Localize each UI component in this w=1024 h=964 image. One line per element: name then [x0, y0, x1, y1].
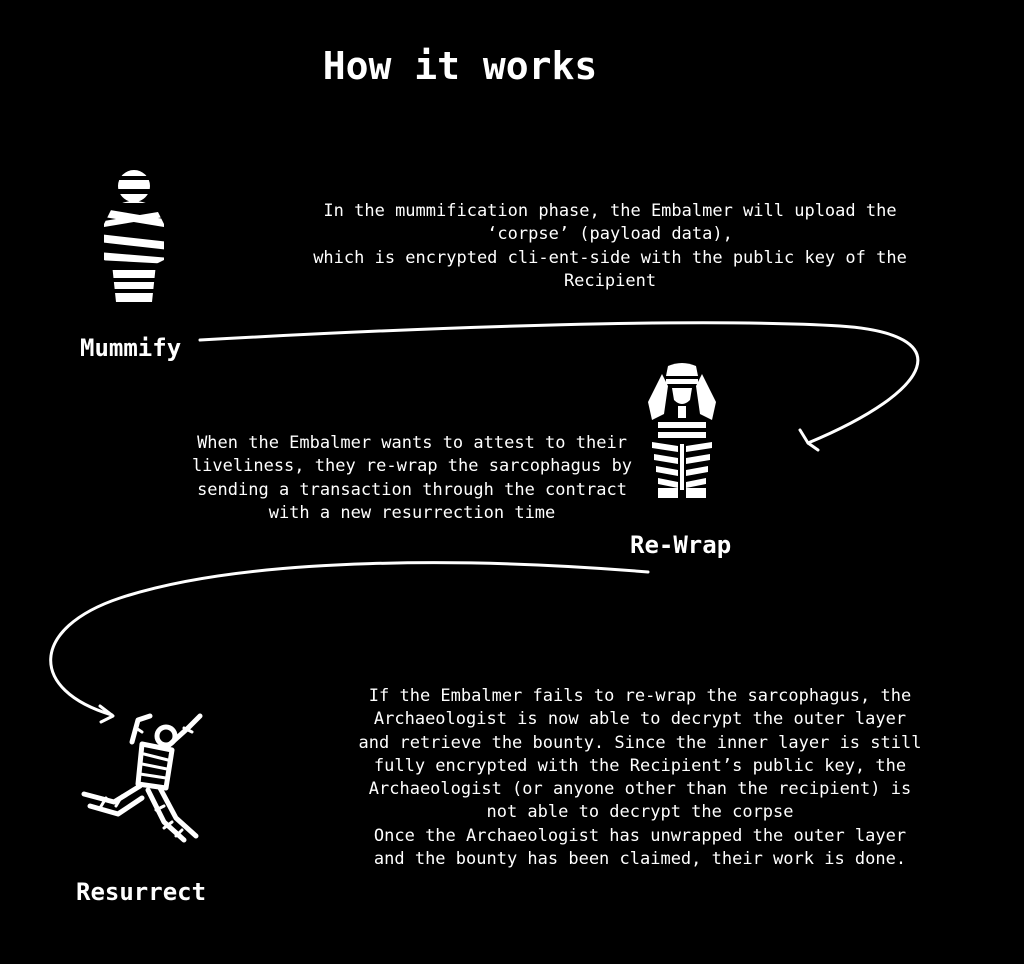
description-line: ‘corpse’ (payload data),	[487, 224, 733, 245]
step-description-rewrap	[180, 432, 644, 525]
step-label-rewrap: Re-Wrap	[630, 531, 732, 559]
description-line: with a new resurrection time	[268, 502, 556, 523]
description-line: fully encrypted with the Recipient’s public key, the	[373, 755, 907, 776]
description-line: Once the Archaeologist has unwrapped the outer layer	[373, 825, 907, 846]
description-line: sending a transaction through the contract	[197, 479, 627, 500]
description-line: liveliness, they re-wrap the sarcophagus by	[191, 456, 633, 477]
description-line: which is encrypted cli-ent-side with the public key of the	[313, 247, 907, 268]
sarcophagus-icon	[644, 362, 720, 500]
running-mummy-icon	[76, 706, 208, 844]
description-line: not able to decrypt the corpse	[486, 802, 794, 823]
description-line: Recipient	[563, 270, 657, 291]
step-description-mummify	[290, 200, 930, 293]
step-label-resurrect: Resurrect	[76, 878, 207, 906]
description-line: When the Embalmer wants to attest to their	[197, 433, 627, 453]
description-line: Archaeologist (or anyone other than the recipient) is	[368, 779, 912, 800]
description-line: Archaeologist is now able to decrypt the outer layer	[373, 709, 907, 730]
arrow-mummify-to-rewrap	[200, 323, 918, 443]
description-line: and the bounty has been claimed, their work is done.	[373, 849, 907, 870]
description-line: In the mummification phase, the Embalmer will upload the	[323, 201, 897, 221]
step-label-mummify: Mummify	[80, 334, 182, 362]
description-line: If the Embalmer fails to re-wrap the sarcophagus, the	[368, 686, 912, 706]
step-description-resurrect	[330, 685, 950, 871]
description-line: and retrieve the bounty. Since the inner layer is still	[358, 732, 922, 753]
mummy-icon	[98, 164, 170, 304]
page-title: How it works	[322, 44, 598, 88]
